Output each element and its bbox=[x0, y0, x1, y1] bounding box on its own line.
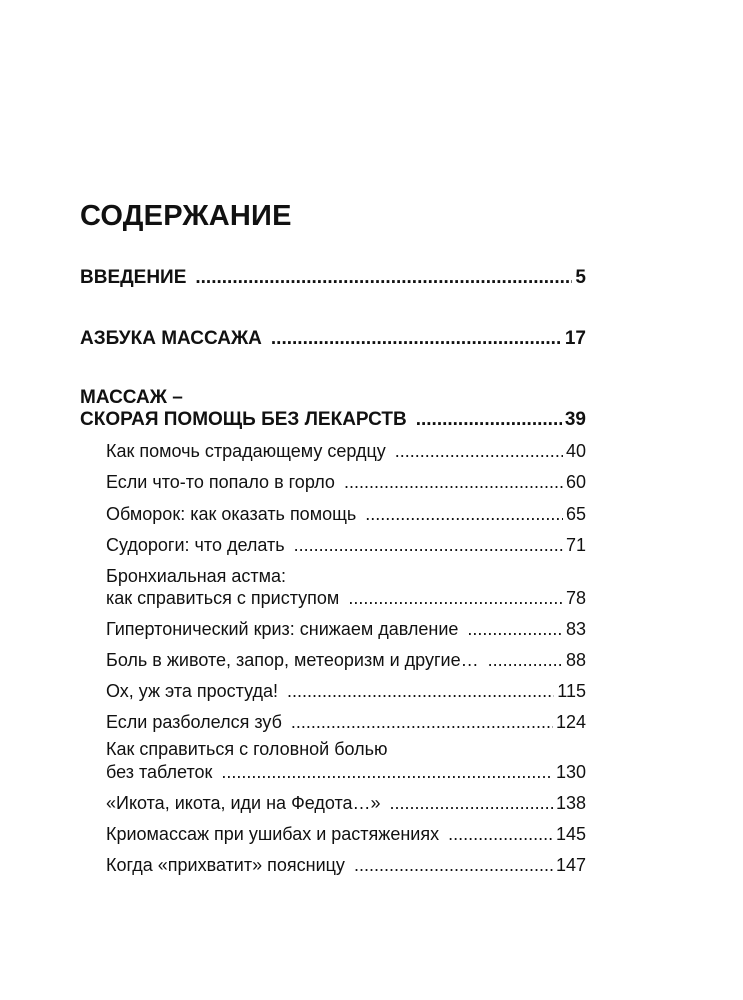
toc-section-massage-basics[interactable] bbox=[80, 327, 586, 351]
toc-entry[interactable] bbox=[106, 502, 586, 526]
toc-page-number: 39 bbox=[564, 409, 586, 430]
toc-entry[interactable] bbox=[106, 760, 586, 784]
toc-entry[interactable] bbox=[106, 586, 586, 610]
dot-leader bbox=[448, 822, 553, 846]
toc-page-number: 130 bbox=[555, 762, 586, 782]
toc-entry-title: Обморок: как оказать помощь bbox=[106, 504, 357, 524]
toc-page-number: 78 bbox=[565, 588, 586, 608]
toc-entry-title-line1: Как справиться с головной болью bbox=[106, 739, 388, 759]
dot-leader bbox=[354, 853, 553, 877]
toc-entry[interactable] bbox=[106, 439, 586, 463]
toc-entry[interactable] bbox=[106, 853, 586, 877]
toc-entry-title: как справиться с приступом bbox=[106, 588, 340, 608]
dot-leader bbox=[348, 586, 563, 610]
dot-leader bbox=[195, 266, 572, 290]
toc-entry[interactable] bbox=[106, 648, 586, 672]
toc-entry-title: Когда «прихватит» поясницу bbox=[106, 855, 345, 875]
toc-page-number: 5 bbox=[575, 267, 586, 288]
dot-leader bbox=[395, 439, 563, 463]
toc-entry-title: Гипертонический криз: снижаем давление bbox=[106, 619, 459, 639]
dot-leader bbox=[287, 679, 554, 703]
toc-entry-title: «Икота, икота, иди на Федота…» bbox=[106, 793, 381, 813]
dot-leader bbox=[294, 533, 563, 557]
toc-entry[interactable] bbox=[106, 710, 586, 734]
toc-entry[interactable] bbox=[106, 679, 586, 703]
toc-entry-title: Если разболелся зуб bbox=[106, 712, 282, 732]
toc-section-introduction[interactable] bbox=[80, 266, 586, 290]
toc-page-number: 17 bbox=[564, 328, 586, 349]
toc-entry[interactable] bbox=[106, 470, 586, 494]
toc-entry[interactable] bbox=[106, 533, 586, 557]
toc-page-number: 147 bbox=[555, 855, 586, 875]
dot-leader bbox=[271, 327, 562, 351]
toc-entry-title-line1: Бронхиальная астма: bbox=[106, 566, 287, 586]
dot-leader bbox=[344, 470, 563, 494]
dot-leader bbox=[291, 710, 553, 734]
dot-leader bbox=[488, 648, 563, 672]
toc-entry-title: Судороги: что делать bbox=[106, 535, 285, 555]
toc-section-massage-first-aid[interactable] bbox=[80, 408, 586, 432]
toc-entry[interactable] bbox=[106, 822, 586, 846]
toc-page-number: 83 bbox=[565, 619, 586, 639]
toc-section-title-line1: МАССАЖ – bbox=[80, 387, 183, 408]
toc-entry[interactable] bbox=[106, 791, 586, 815]
dot-leader bbox=[390, 791, 553, 815]
toc-entry[interactable] bbox=[106, 617, 586, 641]
toc-entry-title: Как помочь страдающему сердцу bbox=[106, 441, 386, 461]
toc-section-title: АЗБУКА МАССАЖА bbox=[80, 328, 262, 349]
toc-entry-title: Ох, уж эта простуда! bbox=[106, 681, 279, 701]
toc-page-number: 71 bbox=[565, 535, 586, 555]
toc-entry-title: Боль в животе, запор, метеоризм и другие… bbox=[106, 650, 479, 670]
toc-page-number: 124 bbox=[555, 712, 586, 732]
toc-page-number: 115 bbox=[557, 681, 586, 701]
toc-page-number: 60 bbox=[565, 472, 586, 492]
toc-page-number: 138 bbox=[555, 793, 586, 813]
dot-leader bbox=[221, 760, 553, 784]
toc-page-number: 40 bbox=[565, 441, 586, 461]
toc-page-number: 145 bbox=[555, 824, 586, 844]
toc-entry-title: Криомассаж при ушибах и растяжениях bbox=[106, 824, 440, 844]
toc-entry-title: Если что-то попало в горло bbox=[106, 472, 335, 492]
dot-leader bbox=[416, 408, 562, 432]
dot-leader bbox=[467, 617, 563, 641]
toc-page-number: 88 bbox=[565, 650, 586, 670]
toc-section-title: СКОРАЯ ПОМОЩЬ БЕЗ ЛЕКАРСТВ bbox=[80, 409, 407, 430]
dot-leader bbox=[365, 502, 563, 526]
toc-entry-title: без таблеток bbox=[106, 762, 213, 782]
toc-heading: СОДЕРЖАНИЕ bbox=[80, 200, 292, 232]
toc-page-number: 65 bbox=[565, 504, 586, 524]
toc-section-title: ВВЕДЕНИЕ bbox=[80, 267, 187, 288]
